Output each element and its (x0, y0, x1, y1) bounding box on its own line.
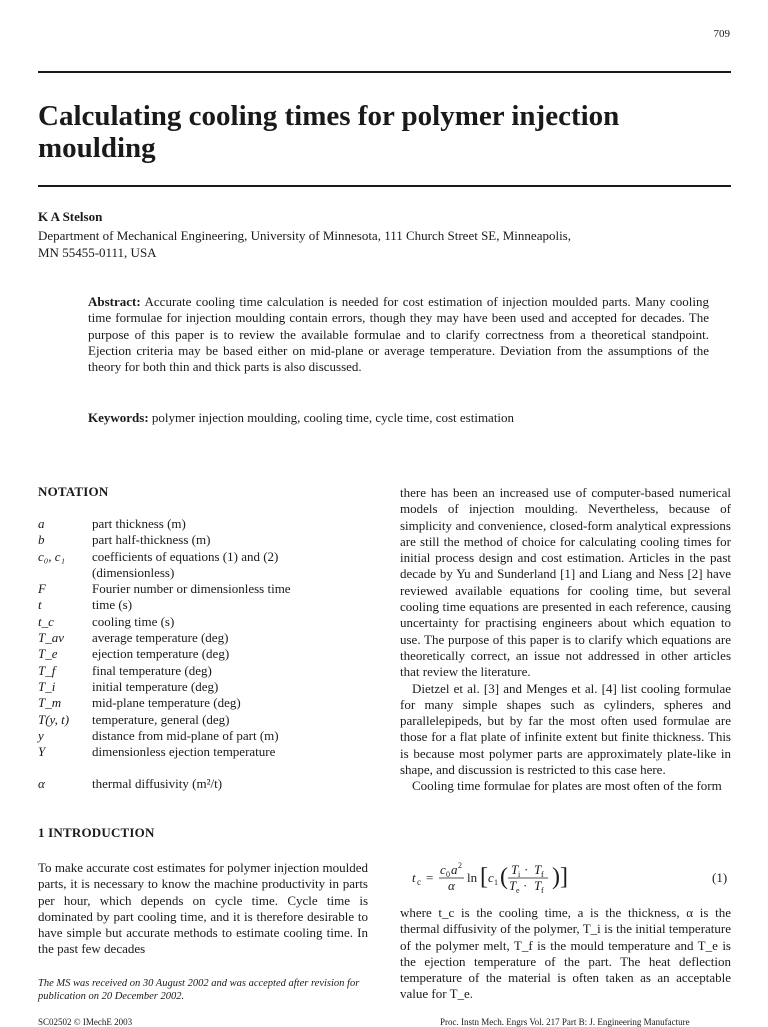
notation-symbol: T(y, t) (38, 711, 70, 727)
notation-row (38, 679, 368, 695)
notation-definition: thermal diffusivity (m²/t) (92, 776, 223, 792)
paragraph-1: there has been an increased use of computer-based numerical models of injection moulding. Nevertheless, because of simplicity and convenience, closed-form analytical expressions are still the method of choice for calculating cooling times for initial process design and cost estimation. Articles in the past decade by Yu and Sunderland [1] and Liang and Ness [2] have reviewed available equations for cooling time, but several cooling time equations are presented in each reference, causing uncertainty for practising engineers about which equation to use. The purpose of this paper is to clarify which equations are theoretically correct, an issue not addressed in other articles that review the literature. (400, 485, 731, 680)
svg-text:(: ( (500, 864, 508, 890)
svg-text:e: e (516, 886, 520, 895)
notation-definition: part half-thickness (m) (92, 532, 211, 548)
svg-text:i: i (518, 870, 521, 879)
svg-text:c: c (488, 870, 494, 885)
equation-1-formula (400, 858, 731, 898)
keywords (88, 410, 709, 426)
title-rule (38, 185, 731, 187)
notation-definition: time (s) (92, 597, 133, 613)
footer-right: Proc. Instn Mech. Engrs Vol. 217 Part B: J. Engineering Manufacture (440, 1017, 690, 1027)
notation-symbol: T_f (38, 662, 56, 678)
received-footnote: The MS was received on 30 August 2002 and was accepted after revision for publication on 20 December 2002. (38, 978, 360, 1002)
keywords-label: Keywords: (88, 410, 149, 425)
page-number: 709 (713, 28, 730, 40)
svg-text:1: 1 (494, 878, 498, 887)
notation-row (38, 728, 368, 744)
svg-text:2: 2 (458, 861, 462, 870)
svg-text:·: · (524, 862, 529, 877)
footer-left: SC02502 © IMechE 2003 (38, 1017, 133, 1027)
svg-text:a: a (451, 862, 458, 877)
svg-text:T: T (534, 862, 542, 877)
notation-row (38, 760, 368, 776)
notation-definition: cooling time (s) (92, 613, 175, 629)
notation-row (38, 744, 368, 760)
notation-row (38, 581, 368, 597)
notation-table (38, 516, 368, 793)
notation-symbol: a (38, 516, 45, 531)
notation-row (38, 630, 368, 646)
svg-text:0: 0 (446, 870, 450, 879)
affiliation (38, 227, 698, 261)
notation-definition (92, 760, 368, 776)
notation-definition: mid-plane temperature (deg) (92, 695, 241, 711)
notation-symbol: y (38, 727, 44, 743)
notation-symbol: F (38, 581, 46, 597)
svg-text:f: f (541, 886, 544, 895)
svg-text:=: = (426, 870, 434, 885)
svg-text:T: T (534, 878, 542, 893)
notation-symbol: T_m (38, 695, 62, 711)
notation-row (38, 695, 368, 711)
notation-symbol: T_av (38, 630, 64, 646)
notation-symbol: c₀, c₁ (38, 548, 66, 564)
notation-definition: (dimensionless) (92, 564, 175, 580)
notation-row (38, 532, 368, 548)
notation-definition: distance from mid-plane of part (m) (92, 727, 279, 743)
notation-symbol: α (38, 776, 45, 792)
notation-symbol: T_i (38, 678, 56, 694)
svg-text:t: t (412, 870, 416, 885)
introduction-paragraph: To make accurate cost estimates for polymer injection moulded parts, it is necessary to know the machine productivity in parts per hour, which depends on cycle time. Cycle time is dominated by part cooling time, and it is therefore desirable to have simple but accurate methods to estimate cooling time. In the past few decades (38, 860, 368, 957)
svg-text:): ) (552, 864, 560, 890)
equation-1 (400, 858, 731, 898)
svg-text:T: T (509, 878, 517, 893)
notation-definition: dimensionless ejection temperature (92, 744, 276, 760)
notation-definition: temperature, general (deg) (92, 711, 230, 727)
svg-text:ln: ln (467, 870, 478, 885)
svg-text:·: · (523, 878, 528, 893)
paragraph-4: where t_c is the cooling time, a is the thickness, α is the thermal diffusivity of the polymer, T_i is the initial temperature of the polymer melt, T_f is the mould temperature and T_e is the ejection temperature of the part. The heat deflection temperature of the material is often taken as an acceptable value for T_e. (400, 905, 731, 1002)
notation-row (38, 597, 368, 613)
svg-text:c: c (440, 862, 446, 877)
notation-row (38, 646, 368, 662)
notation-definition: initial temperature (deg) (92, 678, 219, 694)
notation-row (38, 712, 368, 728)
notation-symbol: Y (38, 744, 46, 760)
notation-symbol: t (38, 597, 42, 613)
notation-row (38, 776, 368, 792)
top-rule (38, 71, 731, 73)
author-name: K A Stelson (38, 209, 103, 224)
notation-definition: Fourier number or dimensionless time (92, 581, 291, 597)
keywords-text: polymer injection moulding, cooling time, cycle time, cost estimation (151, 410, 515, 425)
svg-text:f: f (541, 870, 544, 879)
paragraph-2: Dietzel et al. [3] and Menges et al. [4] list cooling formulae for many simple shapes such as cylinders, spheres and parallelepipeds, but by far the most often used formulae are those for a flat plate of infinite extent but finite thickness. This is because most polymer parts are approximately plate-like in shape, and discussion is restricted to this case here. (400, 680, 731, 778)
notation-heading: NOTATION (38, 484, 109, 499)
paragraph-3: Cooling time formulae for plates are most often of the form (412, 778, 722, 794)
notation-row (38, 663, 368, 679)
paper-title: Calculating cooling times for polymer injection moulding (38, 100, 620, 164)
equation-number: (1) (712, 870, 728, 885)
svg-text:T: T (511, 862, 519, 877)
introduction-heading: 1 INTRODUCTION (38, 825, 155, 840)
svg-text:c: c (417, 877, 421, 887)
notation-row (38, 516, 368, 532)
notation-symbol: b (38, 532, 45, 548)
notation-definition: coefficients of equations (1) and (2) (92, 548, 279, 564)
abstract-label: Abstract: (88, 294, 141, 309)
notation-symbol (38, 760, 92, 776)
notation-symbol: T_e (38, 646, 58, 662)
abstract-text: Accurate cooling time calculation is needed for cost estimation of injection moulded parts. Many cooling time formulae for injection moulding contain errors, though they may have been used and accepted for decades. The purpose of this paper is to review the available formulae and to clarify correctness from a theoretical standpoint. Ejection criteria may be based either on mid-plane or average temperature. Deviation from the assumptions of the theory for both thin and thick parts is also discussed. (88, 294, 709, 375)
right-column (400, 485, 731, 795)
notation-symbol (38, 565, 92, 581)
notation-definition: final temperature (deg) (92, 662, 212, 678)
svg-text:α: α (448, 878, 455, 893)
notation-row (38, 549, 368, 565)
notation-symbol: t_c (38, 613, 54, 629)
abstract (88, 294, 709, 375)
affiliation-line-1: Department of Mechanical Engineering, University of Minnesota, 111 Church Street SE, Minneapolis, (38, 228, 571, 243)
notation-row (38, 614, 368, 630)
notation-definition: ejection temperature (deg) (92, 646, 230, 662)
affiliation-line-2: MN 55455-0111, USA (38, 245, 157, 260)
notation-definition: average temperature (deg) (92, 630, 229, 646)
svg-text:[: [ (480, 864, 488, 890)
svg-text:]: ] (560, 864, 568, 890)
notation-definition: part thickness (m) (92, 516, 186, 531)
notation-row (38, 565, 368, 581)
